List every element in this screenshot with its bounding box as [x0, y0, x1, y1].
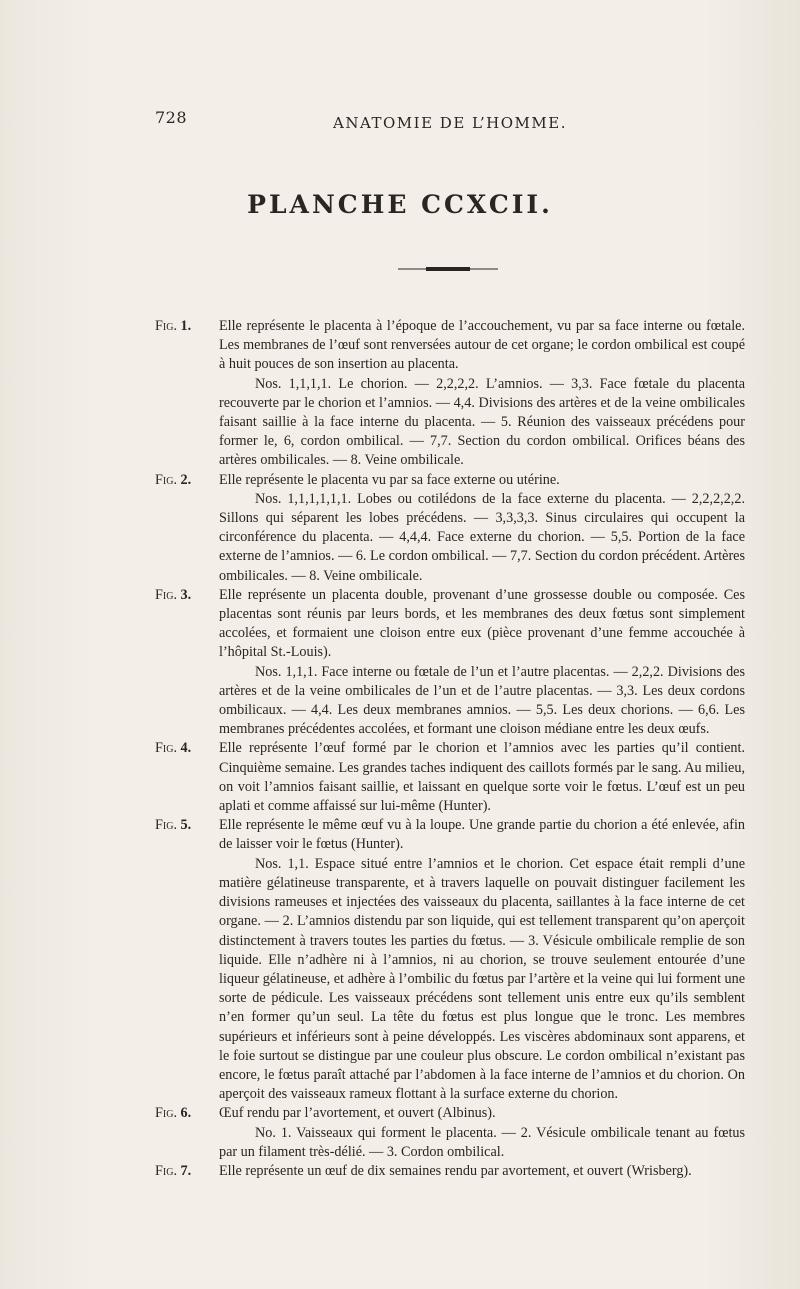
figure-description: Elle représente le placenta à l’époque de l’accouchement, vu par sa face interne ou fœtale. Les membranes de l’œuf sont renversées autour de cet organe; le cordon ombilical est coupé à huit pouces de son insertion au placenta.	[219, 318, 745, 373]
figure-5-legend: Nos. 1,1. Espace situé entre l’amnios et le chorion. Cet espace était rempli d’une matière gélatineuse transparente, et à travers laquelle on pouvait distinguer facilement les divisions rameuses et injectées des vaisseaux du placenta, saillantes à la face interne de cet organe. — 2. L’amnios distendu par son liquide, qui est tellement transparent qu’on aperçoit distinctement à travers toutes les parties du fœtus. — 3. Vésicule ombilicale remplie de son liquide. Elle n’adhère ni à l’amnios, ni au chorion, se trouve seulement entourée d’une liqueur gélatineuse, et adhère à l’ombilic du fœtus par l’artère et la veine qui lui forment une sorte de pédicule. Les vaisseaux précédens sont tellement unis entre eux qu’ils semblent n’en former qu’un seul. La tête du fœtus est plus longue que le tronc. Les membres supérieurs et inférieurs sont à peine développés. Les viscères abdominaux sont apparens, et le foie surtout se distingue par une couleur plus obscure. Le cordon ombilical n’existant pas encore, le fœtus paraît attaché par l’abdomen à la face interne de l’amnios et du chorion. On aperçoit des vaisseaux rameux flottant à la surface externe du chorion.	[219, 855, 745, 1103]
figure-2-legend: Nos. 1,1,1,1,1,1. Lobes ou cotilédons de la face externe du placenta. — 2,2,2,2,2. Sillons qui séparent les lobes précédens. — 3,3,3,3. Sinus circulaires qui occupent la circonférence du placenta. — 4,4,4. Face externe du chorion. — 5,5. Portion de la face externe de l’amnios. — 6. Le cordon ombilical. — 7,7. Section du cordon précédent. Artères ombilicales. — 8. Veine ombilicale.	[219, 490, 745, 584]
figure-4-entry	[155, 739, 745, 816]
figure-description: Elle représente le placenta vu par sa face externe ou utérine.	[219, 471, 560, 488]
figure-label: Fig.	[155, 740, 177, 757]
plate-legend-text	[155, 317, 745, 1181]
figure-label: Fig.	[155, 1105, 177, 1122]
figure-number: 5.	[180, 817, 192, 834]
figure-description: Elle représente l’œuf formé par le chorion et l’amnios avec les parties qu’il contient. Cinquième semaine. Les grandes taches indiquent des caillots formés par le sang. Au milieu, on voit l’amnios faisant saillie, et laissant en quelque sorte voir le fœtus. L’œuf est un peu aplati et comme affaissé sur lui-même (Hunter).	[219, 740, 745, 815]
figure-1-entry	[155, 317, 745, 375]
plate-title: PLANCHE CCXCII.	[247, 190, 553, 219]
figure-5-entry	[155, 816, 745, 854]
figure-label: Fig.	[155, 1162, 177, 1179]
figure-description: Elle représente un placenta double, provenant d’une grossesse double ou composée. Ces placentas sont réunis par leurs bords, et les membranes des deux fœtus sont simplement accolées, et formaient une cloison entre eux (pièce provenant d’une femme accouchée à l’hôpital St.-Louis).	[219, 586, 745, 661]
figure-number: 7.	[180, 1162, 192, 1179]
figure-number: 6.	[180, 1105, 192, 1122]
figure-label: Fig.	[155, 318, 177, 334]
page-header	[155, 108, 745, 138]
figure-description: Œuf rendu par l’avortement, et ouvert (Albinus).	[219, 1105, 496, 1122]
figure-7-entry	[155, 1162, 745, 1181]
figure-label: Fig.	[155, 586, 177, 603]
figure-6-legend: No. 1. Vaisseaux qui forment le placenta. — 2. Vésicule ombilicale tenant au fœtus par un filament très-délié. — 3. Cordon ombilical.	[219, 1124, 745, 1160]
figure-description: Elle représente le même œuf vu à la loupe. Une grande partie du chorion a été enlevée, afin de laisser voir le fœtus (Hunter).	[219, 817, 745, 853]
figure-2-entry	[155, 471, 745, 490]
figure-number: 1.	[180, 318, 192, 334]
figure-3-entry	[155, 586, 745, 663]
figure-number: 2.	[180, 471, 192, 488]
figure-description: Elle représente un œuf de dix semaines rendu par avortement, et ouvert (Wrisberg).	[219, 1162, 692, 1179]
figure-label: Fig.	[155, 817, 177, 834]
figure-3-legend: Nos. 1,1,1. Face interne ou fœtale de l’un et l’autre placentas. — 2,2,2. Divisions des artères et de la veine ombilicales de l’un et de l’autre placentas. — 3,3. Les deux cordons ombilicaux. — 4,4. Les deux membranes amnios. — 5,5. Les deux chorions. — 6,6. Les membranes précédentes accolées, et formant une cloison médiane entre les deux œufs.	[219, 663, 745, 738]
running-title: ANATOMIE DE L’HOMME.	[333, 114, 567, 132]
figure-number: 3.	[180, 586, 192, 603]
figure-label: Fig.	[155, 471, 177, 488]
figure-number: 4.	[180, 740, 192, 757]
figure-1-legend: Nos. 1,1,1,1. Le chorion. — 2,2,2,2. L’amnios. — 3,3. Face fœtale du placenta recouverte par le chorion et l’amnios. — 4,4. Divisions des artères et de la veine ombilicales faisant saillie à la face interne du placenta. — 5. Réunion des vaisseaux précédens pour former le, 6, cordon ombilical. — 7,7. Section du cordon ombilical. Orifices béans des artères ombilicales. — 8. Veine ombilicale.	[219, 375, 745, 469]
figure-6-entry	[155, 1104, 745, 1123]
page-number: 728	[155, 108, 188, 127]
ornament-rule-icon	[398, 265, 498, 273]
